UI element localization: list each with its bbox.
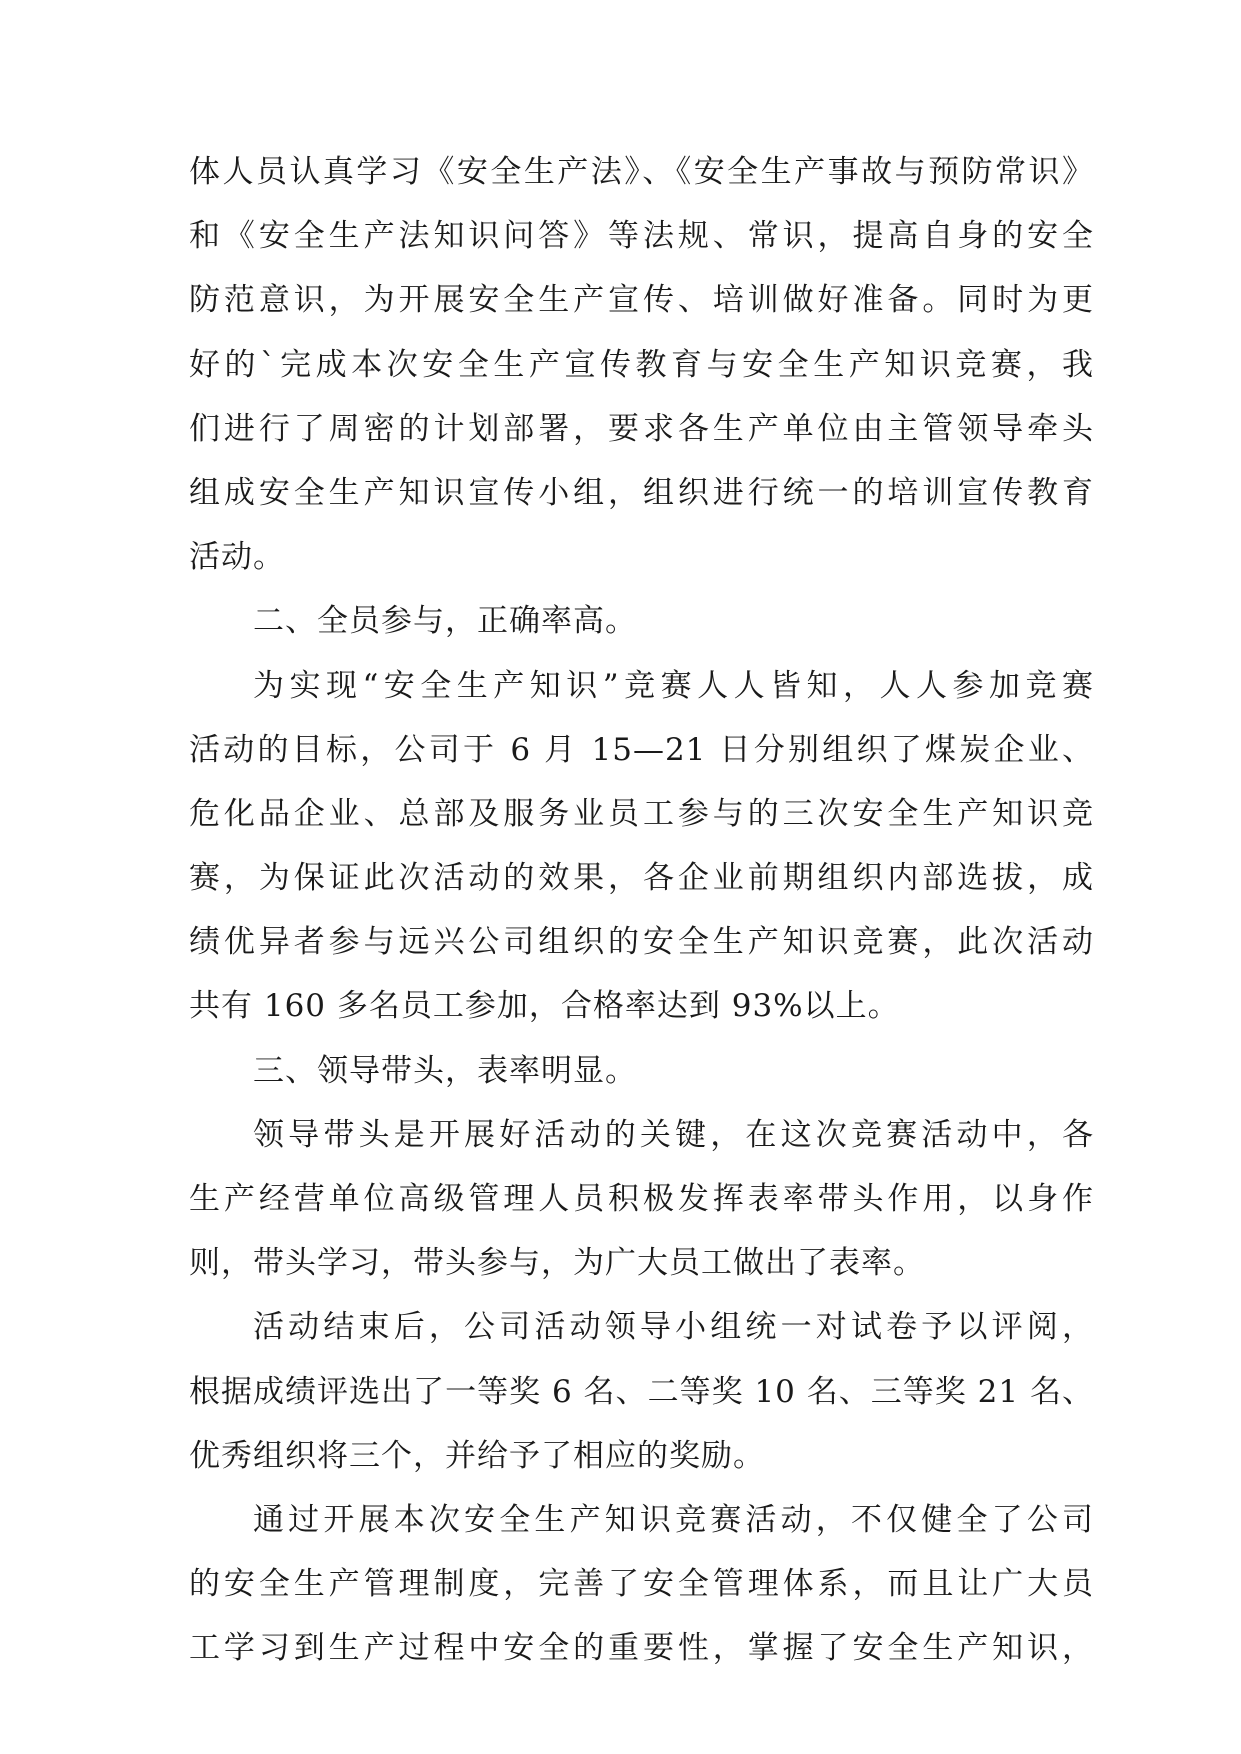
text-line: 为实现“安全生产知识”竞赛人人皆知，人人参加竞赛: [253, 667, 1094, 704]
text-line: 生产经营单位高级管理人员积极发挥表率带头作用，以身作: [189, 1181, 1094, 1217]
section-heading: 二、全员参与，正确率高。: [253, 603, 637, 640]
text-line: 体人员认真学习《安全生产法》、《安全生产事故与预防常识》: [189, 154, 1094, 190]
text-line: 危化品企业、总部及服务业员工参与的三次安全生产知识竞: [189, 795, 1094, 832]
text-line: 的安全生产管理制度，完善了安全管理体系，而且让广大员: [189, 1566, 1094, 1603]
text-line: 赛，为保证此次活动的效果，各企业前期组织内部选拔，成: [189, 860, 1094, 897]
text-line: 和《安全生产法知识问答》等法规、常识，提高自身的安全: [189, 218, 1094, 255]
text-line: 共有 160 多名员工参加，合格率达到 93%以上。: [189, 988, 900, 1025]
text-line: 则，带头学习，带头参与，为广大员工做出了表率。: [189, 1245, 925, 1282]
text-line: 防范意识，为开展安全生产宣传、培训做好准备。同时为更: [189, 282, 1094, 319]
text-line: 组成安全生产知识宣传小组，组织进行统一的培训宣传教育: [189, 474, 1094, 511]
text-line: 活动。: [189, 539, 285, 576]
text-line: 领导带头是开展好活动的关键，在这次竞赛活动中，各: [253, 1116, 1094, 1153]
text-line: 优秀组织将三个，并给予了相应的奖励。: [189, 1437, 765, 1474]
document-body: [189, 140, 1094, 1681]
text-line: 工学习到生产过程中安全的重要性，掌握了安全生产知识，: [189, 1630, 1094, 1667]
text-line: 好的`完成本次安全生产宣传教育与安全生产知识竞赛，我: [189, 346, 1094, 383]
text-line: 活动结束后，公司活动领导小组统一对试卷予以评阅，: [253, 1309, 1094, 1346]
section-heading: 三、领导带头，表率明显。: [253, 1052, 637, 1089]
text-line: 绩优异者参与远兴公司组织的安全生产知识竞赛，此次活动: [189, 924, 1094, 961]
text-line: 活动的目标，公司于 6 月 15—21 日分别组织了煤炭企业、: [189, 731, 1094, 768]
text-line: 通过开展本次安全生产知识竞赛活动，不仅健全了公司: [253, 1501, 1094, 1538]
text-line: 根据成绩评选出了一等奖 6 名、二等奖 10 名、三等奖 21 名、: [189, 1373, 1094, 1410]
text-line: 们进行了周密的计划部署，要求各生产单位由主管领导牵头: [189, 410, 1094, 447]
